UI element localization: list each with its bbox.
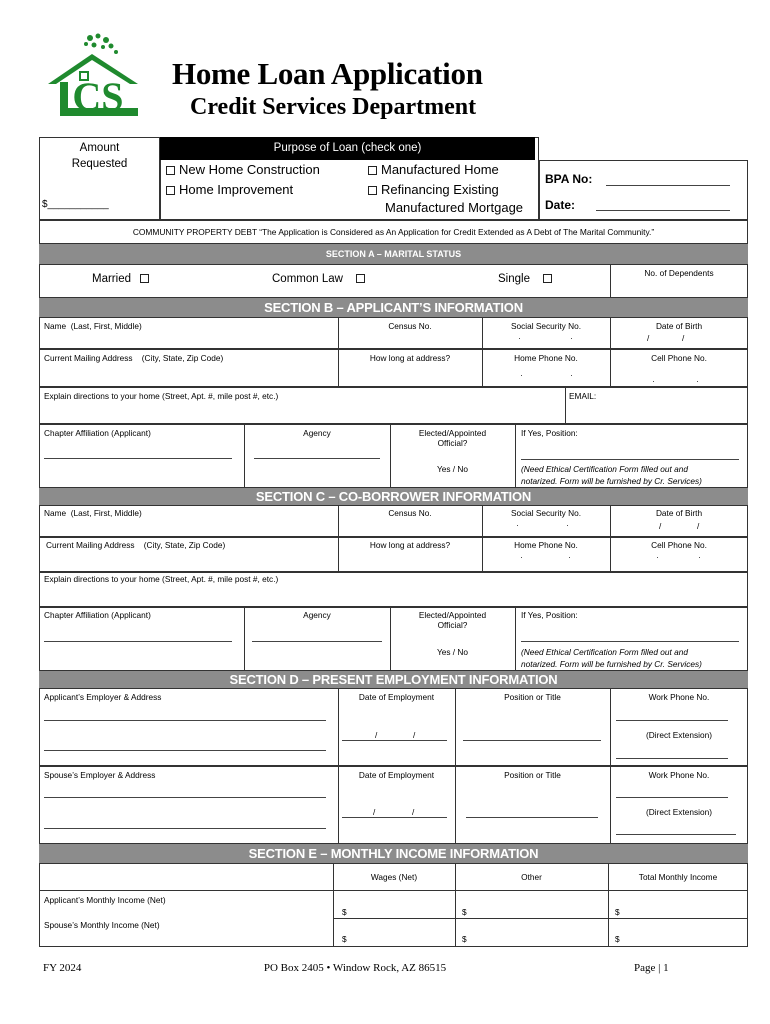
b-directions-label: Explain directions to your home (Street, Apt. #, mile post #, etc.)	[44, 391, 279, 401]
section-c-header: SECTION C – CO-BORROWER INFORMATION	[39, 488, 748, 505]
d-work-phone-label: Work Phone No.	[648, 692, 710, 702]
date-label: Date:	[545, 198, 576, 212]
bpa-field[interactable]	[606, 185, 730, 186]
e-wages-label: Wages (Net)	[370, 872, 418, 882]
e-applicant-income-label: Applicant’s Monthly Income (Net)	[44, 895, 166, 905]
c-yes-no[interactable]: Yes / No	[436, 647, 469, 657]
c-chapter-label: Chapter Affiliation (Applicant)	[44, 610, 151, 620]
b-ssn-label: Social Security No.	[510, 321, 582, 331]
section-a-header: SECTION A – MARITAL STATUS	[39, 244, 748, 264]
purpose-home-improvement[interactable]: Home Improvement	[166, 182, 293, 197]
purpose-manufactured-home[interactable]: Manufactured Home	[368, 162, 499, 177]
checkbox[interactable]	[368, 166, 377, 175]
married-option[interactable]: Married	[92, 273, 153, 285]
purpose-refinancing-cont: Manufactured Mortgage	[385, 200, 524, 215]
d-applicant-ext-field[interactable]	[616, 758, 728, 759]
checkbox[interactable]	[368, 186, 377, 195]
c-ssn-label: Social Security No.	[510, 508, 582, 518]
amount-label-1: Amount	[79, 142, 120, 154]
section-d-header: SECTION D – PRESENT EMPLOYMENT INFORMATION	[39, 671, 748, 688]
b-mailing-label: Current Mailing Address (City, State, Zip Code)	[44, 353, 224, 363]
d-applicant-employer-label: Applicant’s Employer & Address	[44, 692, 162, 702]
c-chapter-field[interactable]	[44, 641, 232, 642]
d-spouse-position-field[interactable]	[466, 817, 598, 818]
b-chapter-label: Chapter Affiliation (Applicant)	[44, 428, 151, 438]
e-total-label: Total Monthly Income	[638, 872, 718, 882]
d-spouse-date-label: Date of Employment	[358, 770, 435, 780]
c-how-long-label: How long at address?	[369, 540, 451, 550]
c-position-field[interactable]	[521, 641, 739, 642]
c-agency-field[interactable]	[252, 641, 382, 642]
e-applicant-total-field[interactable]: $	[615, 907, 620, 917]
e-other-label: Other	[521, 872, 542, 882]
house-dollar-logo-icon	[46, 32, 150, 120]
d-spouse-date-field[interactable]	[342, 817, 447, 818]
b-cell-phone-label: Cell Phone No.	[651, 353, 707, 363]
e-spouse-other-field[interactable]: $	[462, 934, 467, 944]
date-field[interactable]	[596, 210, 730, 211]
community-note: COMMUNITY PROPERTY DEBT “The Application is Considered as An Application for Credit Extended as A Debt of The Marital Community.”	[132, 227, 655, 237]
b-yes-no[interactable]: Yes / No	[436, 464, 469, 474]
purpose-refinancing[interactable]: Refinancing Existing	[368, 182, 499, 197]
common-law-option[interactable]: Common Law	[272, 273, 369, 285]
d-applicant-position-field[interactable]	[463, 740, 601, 741]
logo	[46, 32, 150, 120]
b-position-field[interactable]	[521, 459, 739, 460]
footer-address: PO Box 2405 • Window Rock, AZ 86515	[263, 962, 447, 974]
d-spouse-employer-field-1[interactable]	[44, 797, 326, 798]
d-position-label: Position or Title	[504, 692, 561, 702]
amount-requested-field[interactable]: $___________	[42, 199, 109, 210]
checkbox[interactable]	[166, 186, 175, 195]
b-ethics-note-1: (Need Ethical Certification Form filled out and	[521, 464, 688, 474]
c-directions-label: Explain directions to your home (Street, Apt. #, mile post #, etc.)	[44, 574, 279, 584]
b-chapter-field[interactable]	[44, 458, 232, 459]
checkbox[interactable]	[166, 166, 175, 175]
c-dob-label: Date of Birth	[655, 508, 703, 518]
d-spouse-phone-label: Work Phone No.	[648, 770, 710, 780]
c-ethics-note-1: (Need Ethical Certification Form filled out and	[521, 647, 688, 657]
d-applicant-employer-field-1[interactable]	[44, 720, 326, 721]
b-census-label: Census No.	[388, 321, 432, 331]
b-elected-label: Elected/Appointed	[418, 428, 487, 438]
d-spouse-phone-field[interactable]	[616, 797, 728, 798]
single-option[interactable]: Single	[498, 273, 556, 285]
d-direct-ext-label: (Direct Extension)	[646, 730, 712, 740]
bpa-label: BPA No:	[545, 172, 593, 186]
b-email-label: EMAIL:	[569, 391, 597, 401]
e-spouse-total-field[interactable]: $	[615, 934, 620, 944]
e-spouse-income-label: Spouse’s Monthly Income (Net)	[44, 920, 160, 930]
page-subtitle: Credit Services Department	[190, 94, 477, 120]
section-b-header: SECTION B – APPLICANT’S INFORMATION	[39, 298, 748, 317]
d-spouse-employer-field-2[interactable]	[44, 828, 326, 829]
d-applicant-phone-field[interactable]	[616, 720, 728, 721]
c-home-phone-label: Home Phone No.	[514, 540, 578, 550]
d-date-emp-label: Date of Employment	[358, 692, 435, 702]
footer-page: Page | 1	[634, 962, 669, 974]
section-e-header: SECTION E – MONTHLY INCOME INFORMATION	[39, 844, 748, 863]
c-name-label: Name (Last, First, Middle)	[44, 508, 142, 518]
purpose-header: Purpose of Loan (check one)	[160, 137, 535, 160]
b-home-phone-label: Home Phone No.	[514, 353, 578, 363]
c-census-label: Census No.	[388, 508, 432, 518]
d-spouse-ext-field[interactable]	[616, 834, 736, 835]
c-ethics-note-2: notarized. Form will be furnished by Cr. Services)	[521, 659, 702, 669]
dependents-label: No. of Dependents	[644, 268, 714, 278]
b-name-label: Name (Last, First, Middle)	[44, 321, 142, 331]
checkbox[interactable]	[140, 274, 149, 283]
c-elected-label: Elected/Appointed	[418, 610, 487, 620]
b-ethics-note-2: notarized. Form will be furnished by Cr. Services)	[521, 476, 702, 486]
d-spouse-employer-label: Spouse’s Employer & Address	[44, 770, 156, 780]
d-applicant-date-field[interactable]	[342, 740, 447, 741]
purpose-new-home[interactable]: New Home Construction	[166, 162, 320, 177]
e-applicant-other-field[interactable]: $	[462, 907, 467, 917]
b-agency-field[interactable]	[254, 458, 380, 459]
amount-label-2: Requested	[71, 158, 128, 170]
c-mailing-label: Current Mailing Address (City, State, Zip Code)	[46, 540, 226, 550]
page-title: Home Loan Application	[172, 56, 483, 91]
c-cell-phone-label: Cell Phone No.	[651, 540, 707, 550]
c-agency-label: Agency	[303, 610, 331, 620]
b-how-long-label: How long at address?	[369, 353, 451, 363]
b-agency-label: Agency	[303, 428, 331, 438]
b-dob-label: Date of Birth	[655, 321, 703, 331]
d-applicant-employer-field-2[interactable]	[44, 750, 326, 751]
b-if-yes-label: If Yes, Position:	[521, 428, 578, 438]
checkbox[interactable]	[356, 274, 365, 283]
c-if-yes-label: If Yes, Position:	[521, 610, 578, 620]
e-applicant-wages-field[interactable]: $	[342, 907, 347, 917]
logo-letters: CS	[72, 74, 124, 119]
e-spouse-wages-field[interactable]: $	[342, 934, 347, 944]
checkbox[interactable]	[543, 274, 552, 283]
d-spouse-position-label: Position or Title	[504, 770, 561, 780]
d-spouse-ext-label: (Direct Extension)	[646, 807, 712, 817]
footer-fy: FY 2024	[43, 962, 82, 974]
